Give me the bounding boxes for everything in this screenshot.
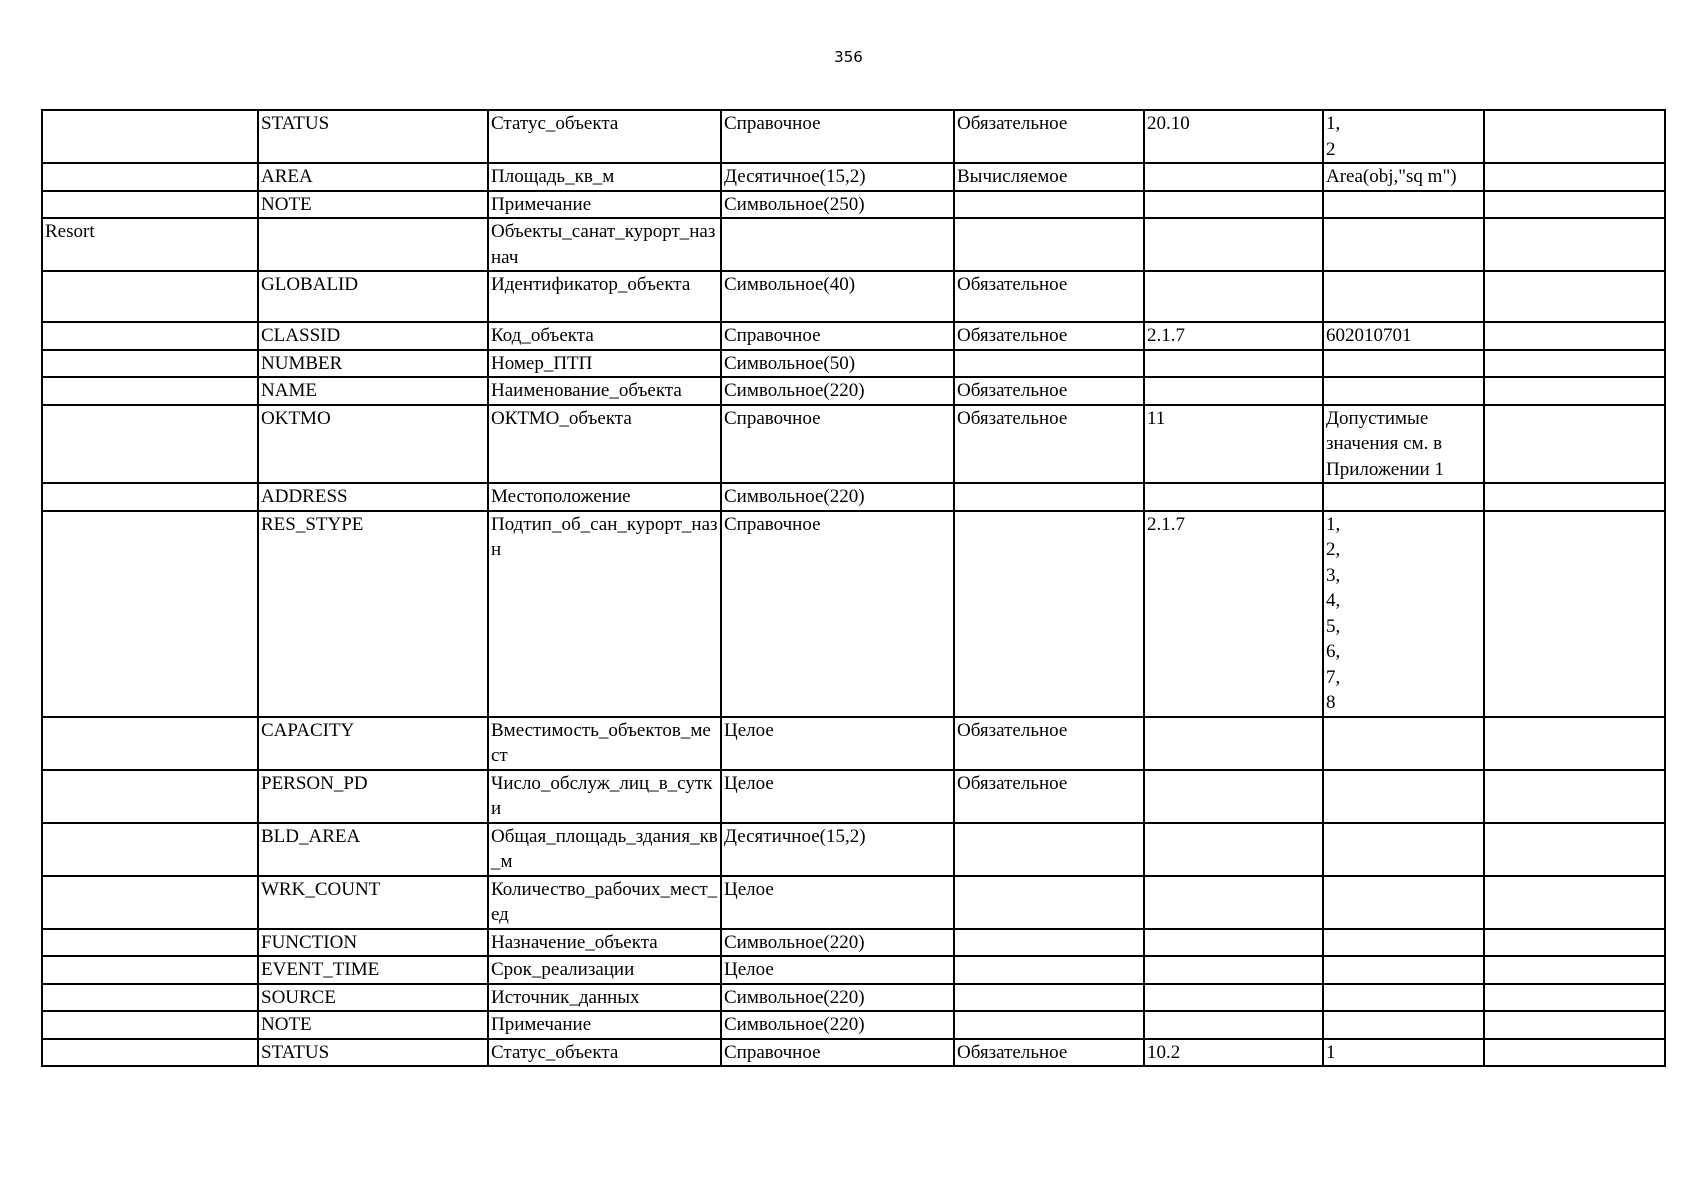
table-row — [42, 717, 1665, 770]
field-code-cell: GLOBALID — [258, 271, 488, 322]
classifier-ref-cell: 2.1.7 — [1144, 511, 1323, 717]
note-cell — [1484, 1011, 1665, 1039]
classifier-ref-cell — [1144, 271, 1323, 322]
layer-name-cell — [42, 823, 258, 876]
table-row — [42, 271, 1665, 322]
requirement-cell — [954, 483, 1144, 511]
allowed-values-cell — [1323, 823, 1484, 876]
note-cell — [1484, 377, 1665, 405]
table-row — [42, 350, 1665, 378]
layer-name-cell — [42, 984, 258, 1012]
field-alias-cell: Число_обслуж_лиц_в_сутки — [488, 770, 721, 823]
field-code-cell: EVENT_TIME — [258, 956, 488, 984]
field-code-cell: PERSON_PD — [258, 770, 488, 823]
classifier-ref-cell — [1144, 350, 1323, 378]
allowed-values-cell: 1, 2, 3, 4, 5, 6, 7, 8 — [1323, 511, 1484, 717]
note-cell — [1484, 823, 1665, 876]
requirement-cell: Обязательное — [954, 110, 1144, 163]
allowed-values-cell — [1323, 483, 1484, 511]
requirement-cell: Обязательное — [954, 271, 1144, 322]
requirement-cell: Обязательное — [954, 1039, 1144, 1067]
note-cell — [1484, 191, 1665, 219]
table-row — [42, 377, 1665, 405]
requirement-cell — [954, 876, 1144, 929]
field-alias-cell: Назначение_объекта — [488, 929, 721, 957]
allowed-values-cell — [1323, 956, 1484, 984]
note-cell — [1484, 163, 1665, 191]
layer-name-cell — [42, 405, 258, 484]
table-row — [42, 1039, 1665, 1067]
classifier-ref-cell — [1144, 717, 1323, 770]
note-cell — [1484, 1039, 1665, 1067]
note-cell — [1484, 511, 1665, 717]
layer-name-cell — [42, 770, 258, 823]
classifier-ref-cell — [1144, 929, 1323, 957]
data-type-cell: Символьное(40) — [721, 271, 954, 322]
data-type-cell: Десятичное(15,2) — [721, 823, 954, 876]
field-alias-cell: Подтип_об_сан_курорт_назн — [488, 511, 721, 717]
classifier-ref-cell — [1144, 823, 1323, 876]
field-code-cell: NOTE — [258, 1011, 488, 1039]
table-row — [42, 511, 1665, 717]
note-cell — [1484, 956, 1665, 984]
note-cell — [1484, 271, 1665, 322]
classifier-ref-cell — [1144, 984, 1323, 1012]
data-type-cell: Справочное — [721, 322, 954, 350]
field-alias-cell: Статус_объекта — [488, 110, 721, 163]
table-row — [42, 984, 1665, 1012]
layer-name-cell — [42, 876, 258, 929]
layer-name-cell — [42, 110, 258, 163]
field-alias-cell: Объекты_санат_курорт_назнач — [488, 218, 721, 271]
allowed-values-cell — [1323, 984, 1484, 1012]
allowed-values-cell — [1323, 377, 1484, 405]
requirement-cell: Обязательное — [954, 322, 1144, 350]
classifier-ref-cell — [1144, 377, 1323, 405]
table-row — [42, 770, 1665, 823]
classifier-ref-cell: 11 — [1144, 405, 1323, 484]
layer-name-cell — [42, 929, 258, 957]
field-alias-cell: Срок_реализации — [488, 956, 721, 984]
table-row — [42, 163, 1665, 191]
field-alias-cell: Наименование_объекта — [488, 377, 721, 405]
requirement-cell — [954, 956, 1144, 984]
requirement-cell — [954, 929, 1144, 957]
layer-name-cell — [42, 717, 258, 770]
field-alias-cell: Источник_данных — [488, 984, 721, 1012]
requirement-cell — [954, 984, 1144, 1012]
data-type-cell: Справочное — [721, 511, 954, 717]
table-row — [42, 483, 1665, 511]
allowed-values-cell — [1323, 1011, 1484, 1039]
field-alias-cell: Количество_рабочих_мест_ед — [488, 876, 721, 929]
field-code-cell: NOTE — [258, 191, 488, 219]
field-alias-cell: Общая_площадь_здания_кв_м — [488, 823, 721, 876]
data-type-cell: Символьное(220) — [721, 377, 954, 405]
table-row — [42, 956, 1665, 984]
field-alias-cell: Примечание — [488, 1011, 721, 1039]
field-code-cell: FUNCTION — [258, 929, 488, 957]
field-alias-cell: Местоположение — [488, 483, 721, 511]
data-type-cell: Символьное(220) — [721, 929, 954, 957]
classifier-ref-cell: 20.10 — [1144, 110, 1323, 163]
allowed-values-cell — [1323, 876, 1484, 929]
classifier-ref-cell — [1144, 876, 1323, 929]
table-row — [42, 110, 1665, 163]
classifier-ref-cell: 10.2 — [1144, 1039, 1323, 1067]
field-alias-cell: Примечание — [488, 191, 721, 219]
layer-name-cell — [42, 483, 258, 511]
data-type-cell: Целое — [721, 876, 954, 929]
table-row — [42, 876, 1665, 929]
allowed-values-cell: 1 — [1323, 1039, 1484, 1067]
requirement-cell — [954, 218, 1144, 271]
table-row — [42, 405, 1665, 484]
allowed-values-cell: 1, 2 — [1323, 110, 1484, 163]
field-code-cell: WRK_COUNT — [258, 876, 488, 929]
requirement-cell — [954, 511, 1144, 717]
classifier-ref-cell — [1144, 218, 1323, 271]
requirement-cell — [954, 823, 1144, 876]
allowed-values-cell — [1323, 350, 1484, 378]
data-type-cell: Целое — [721, 770, 954, 823]
field-code-cell: NUMBER — [258, 350, 488, 378]
allowed-values-cell — [1323, 191, 1484, 219]
note-cell — [1484, 110, 1665, 163]
table-row — [42, 218, 1665, 271]
allowed-values-cell — [1323, 717, 1484, 770]
classifier-ref-cell — [1144, 770, 1323, 823]
requirement-cell — [954, 350, 1144, 378]
requirement-cell: Обязательное — [954, 770, 1144, 823]
requirement-cell — [954, 1011, 1144, 1039]
allowed-values-cell: Допустимые значения см. в Приложении 1 — [1323, 405, 1484, 484]
field-alias-cell: Номер_ПТП — [488, 350, 721, 378]
layer-name-cell — [42, 511, 258, 717]
layer-name-cell — [42, 956, 258, 984]
field-code-cell: BLD_AREA — [258, 823, 488, 876]
allowed-values-cell — [1323, 218, 1484, 271]
data-type-cell: Целое — [721, 956, 954, 984]
note-cell — [1484, 218, 1665, 271]
classifier-ref-cell — [1144, 191, 1323, 219]
allowed-values-cell — [1323, 929, 1484, 957]
data-type-cell: Символьное(220) — [721, 1011, 954, 1039]
field-code-cell — [258, 218, 488, 271]
layer-name-cell — [42, 350, 258, 378]
table-body — [42, 110, 1665, 1066]
data-type-cell: Символьное(250) — [721, 191, 954, 219]
field-code-cell: RES_STYPE — [258, 511, 488, 717]
field-alias-cell: ОКТМО_объекта — [488, 405, 721, 484]
allowed-values-cell — [1323, 770, 1484, 823]
layer-name-cell — [42, 322, 258, 350]
page-number: 356 — [834, 48, 863, 66]
data-type-cell: Символьное(50) — [721, 350, 954, 378]
layer-name-cell: Resort — [42, 218, 258, 271]
layer-name-cell — [42, 271, 258, 322]
field-code-cell: CAPACITY — [258, 717, 488, 770]
field-alias-cell: Статус_объекта — [488, 1039, 721, 1067]
classifier-ref-cell — [1144, 483, 1323, 511]
field-code-cell: STATUS — [258, 1039, 488, 1067]
field-code-cell: AREA — [258, 163, 488, 191]
classifier-ref-cell — [1144, 1011, 1323, 1039]
data-type-cell — [721, 218, 954, 271]
table-row — [42, 191, 1665, 219]
layer-name-cell — [42, 191, 258, 219]
field-code-cell: CLASSID — [258, 322, 488, 350]
data-type-cell: Справочное — [721, 405, 954, 484]
requirement-cell: Вычисляемое — [954, 163, 1144, 191]
requirement-cell: Обязательное — [954, 405, 1144, 484]
field-alias-cell: Площадь_кв_м — [488, 163, 721, 191]
attribute-table — [41, 109, 1666, 1067]
data-type-cell: Символьное(220) — [721, 984, 954, 1012]
field-code-cell: STATUS — [258, 110, 488, 163]
classifier-ref-cell: 2.1.7 — [1144, 322, 1323, 350]
field-code-cell: OKTMO — [258, 405, 488, 484]
note-cell — [1484, 322, 1665, 350]
note-cell — [1484, 350, 1665, 378]
table-row — [42, 823, 1665, 876]
note-cell — [1484, 984, 1665, 1012]
requirement-cell: Обязательное — [954, 717, 1144, 770]
layer-name-cell — [42, 1039, 258, 1067]
note-cell — [1484, 876, 1665, 929]
allowed-values-cell — [1323, 271, 1484, 322]
note-cell — [1484, 770, 1665, 823]
data-type-cell: Справочное — [721, 110, 954, 163]
layer-name-cell — [42, 1011, 258, 1039]
data-type-cell: Целое — [721, 717, 954, 770]
note-cell — [1484, 929, 1665, 957]
data-type-cell: Символьное(220) — [721, 483, 954, 511]
note-cell — [1484, 717, 1665, 770]
layer-name-cell — [42, 377, 258, 405]
classifier-ref-cell — [1144, 163, 1323, 191]
allowed-values-cell: 602010701 — [1323, 322, 1484, 350]
requirement-cell — [954, 191, 1144, 219]
data-type-cell: Справочное — [721, 1039, 954, 1067]
field-code-cell: ADDRESS — [258, 483, 488, 511]
allowed-values-cell: Area(obj,"sq m") — [1323, 163, 1484, 191]
field-alias-cell: Код_объекта — [488, 322, 721, 350]
table-row — [42, 322, 1665, 350]
field-alias-cell: Вместимость_объектов_мест — [488, 717, 721, 770]
data-type-cell: Десятичное(15,2) — [721, 163, 954, 191]
field-alias-cell: Идентификатор_объекта — [488, 271, 721, 322]
table-row — [42, 929, 1665, 957]
table-row — [42, 1011, 1665, 1039]
requirement-cell: Обязательное — [954, 377, 1144, 405]
layer-name-cell — [42, 163, 258, 191]
classifier-ref-cell — [1144, 956, 1323, 984]
field-code-cell: SOURCE — [258, 984, 488, 1012]
field-code-cell: NAME — [258, 377, 488, 405]
note-cell — [1484, 483, 1665, 511]
note-cell — [1484, 405, 1665, 484]
